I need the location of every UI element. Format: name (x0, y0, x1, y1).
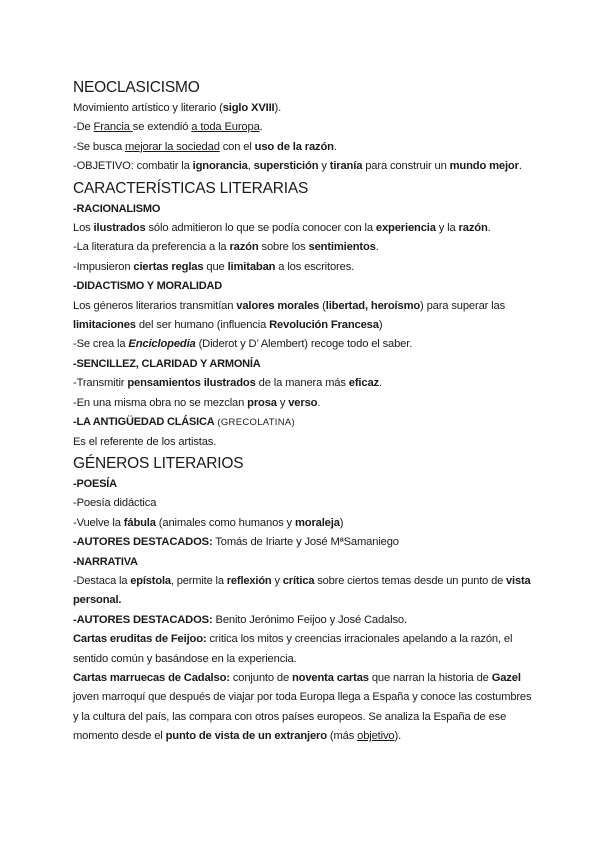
antiguedad-line-1: Es el referente de los artistas. (73, 435, 217, 448)
text: Los géneros literarios transmitían (73, 299, 237, 312)
heading-sencillez: -SENCILLEZ, CLARIDAD Y ARMONÍA (73, 357, 261, 370)
text: que narran la historia de (368, 671, 492, 684)
text: -De (73, 121, 94, 134)
text: critica los mitos y creencias irracionales apelando a la razón, el (206, 633, 513, 646)
neo-line-2 (73, 118, 543, 137)
heading-antiguedad (73, 413, 543, 432)
text: ) para superar las (420, 299, 506, 312)
heading-poesia: -POESÍA (73, 477, 117, 490)
text: y (276, 396, 289, 409)
text: . (518, 160, 522, 173)
underlined-text: objetivo (357, 730, 395, 743)
text: , (247, 160, 254, 173)
underlined-text: a toda Europa (191, 121, 260, 134)
bold-text: ciertas reglas (133, 260, 204, 273)
heading-narrativa: -NARRATIVA (73, 555, 138, 568)
narrativa-line-3 (73, 611, 543, 630)
text: y (318, 160, 330, 173)
cadalso-line-3: y la cultura del país, las compara con otros países europeos. Se analiza la España de ese (73, 710, 507, 723)
bold-text: razón (458, 222, 488, 235)
bold-text: razón (229, 241, 259, 254)
bold-text: limitaban (227, 260, 276, 273)
bold-text: crítica (282, 574, 315, 587)
text: y (271, 574, 283, 587)
didactismo-line-1 (73, 297, 543, 316)
narrativa-line-2: personal. (73, 594, 122, 607)
text: conjunto de (229, 671, 292, 684)
sencillez-line-1 (73, 374, 543, 393)
narrativa-line-1 (73, 572, 538, 591)
bold-text: epístola (130, 574, 171, 587)
text: -Destaca la (73, 574, 131, 587)
didactismo-line-2 (73, 316, 543, 335)
bold-text: noventa cartas (291, 671, 369, 684)
poesia-line-3 (73, 533, 543, 552)
bold-text: reflexión (226, 574, 272, 587)
bold-text: Cartas eruditas de Feijoo: (73, 633, 207, 646)
text: -Vuelve la (73, 516, 124, 529)
text: -Impusieron (73, 260, 134, 273)
heading-didactismo: -DIDACTISMO Y MORALIDAD (73, 280, 222, 293)
text: -La literatura da preferencia a la (73, 241, 230, 254)
text: sólo admitieron lo que se podía conocer con la (145, 222, 376, 235)
bold-text: vista (506, 574, 531, 587)
bold-text: Cartas marruecas de Cadalso: (73, 671, 230, 684)
bold-text: moraleja (294, 516, 340, 529)
text: ). (394, 730, 402, 743)
bold-text: Revolución Francesa (269, 319, 379, 332)
text: para construir un (362, 160, 450, 173)
text: se extendió (132, 121, 192, 134)
text: (más (326, 730, 358, 743)
bold-italic-text: Enciclopedia (128, 338, 196, 351)
text: Benito Jerónimo Feijoo y José Cadalso. (212, 613, 407, 626)
bold-text: ilustrados (93, 222, 146, 235)
bold-text: mundo mejor (449, 160, 519, 173)
text: -Transmitir (73, 377, 128, 390)
document-page (73, 76, 543, 747)
text: . (333, 140, 337, 153)
racionalismo-line-2 (73, 238, 543, 257)
text: , permite la (170, 574, 227, 587)
text: momento desde el (73, 730, 166, 743)
text: -En una misma obra no se mezclan (73, 396, 248, 409)
bold-text: experiencia (375, 222, 436, 235)
underlined-text: Francia (93, 121, 133, 134)
text: -Se crea la (73, 338, 129, 351)
neo-line-3 (73, 138, 543, 157)
text: con el (219, 140, 255, 153)
text: a los escritores. (275, 260, 355, 273)
heading-racionalismo: -RACIONALISMO (73, 202, 161, 215)
cadalso-line-4 (73, 727, 543, 746)
bold-text: uso de la razón (254, 140, 334, 153)
poesia-line-1: -Poesía didáctica (73, 497, 157, 510)
bold-text: punto de vista de un extranjero (165, 730, 327, 743)
bold-text: limitaciones (73, 319, 136, 332)
text: (Diderot y D’ Alembert) recoge todo el saber. (195, 338, 413, 351)
neo-line-4 (73, 157, 543, 176)
title-generos: GÉNEROS LITERARIOS (73, 454, 244, 472)
poesia-line-2 (73, 514, 543, 533)
bold-text: -AUTORES DESTACADOS: (73, 536, 213, 549)
bold-text: valores morales (236, 299, 320, 312)
title-neoclasicismo: NEOCLASICISMO (73, 79, 200, 96)
text: y la (435, 222, 459, 235)
sencillez-line-2 (73, 394, 543, 413)
text: ( (319, 299, 326, 312)
text: . (317, 396, 321, 409)
text: ) (339, 516, 344, 529)
bold-text: pensamientos ilustrados (127, 377, 256, 390)
text: de la manera más (255, 377, 349, 390)
bold-text: ignorancia (192, 160, 248, 173)
neo-line-1 (73, 99, 543, 118)
cadalso-line-1 (73, 669, 543, 688)
text: Los (73, 222, 94, 235)
text: (animales como humanos y (155, 516, 295, 529)
text: que (203, 260, 228, 273)
bold-text: siglo XVIII (222, 102, 275, 114)
text: . (378, 377, 382, 390)
bold-text: libertad, heroísmo (325, 299, 421, 312)
bold-text: verso (288, 396, 318, 409)
text: Tomás de Iriarte y José MªSamaniego (212, 536, 399, 549)
racionalismo-line-1 (73, 219, 543, 238)
text: ). (274, 102, 282, 114)
bold-text: Gazel (491, 671, 521, 684)
text: ) (378, 319, 383, 332)
bold-text: tiranía (329, 160, 363, 173)
feijoo-line-2: sentido común y basándose en la experiencia. (73, 652, 297, 665)
bold-text: -LA ANTIGÜEDAD CLÁSICA (73, 416, 215, 429)
text: . (259, 121, 263, 134)
bold-text: fábula (123, 516, 156, 529)
bold-text: prosa (247, 396, 277, 409)
text: sobre los (258, 241, 309, 254)
racionalismo-line-3 (73, 258, 543, 277)
text: . (375, 241, 379, 254)
text: sobre ciertos temas desde un punto de (314, 574, 507, 587)
text: combatir la (133, 160, 193, 173)
text: (GRECOLATINA) (214, 417, 296, 429)
didactismo-line-3 (73, 335, 543, 354)
text: del ser humano (influencia (135, 319, 270, 332)
underlined-text: mejorar la sociedad (124, 140, 220, 153)
bold-text: sentimientos (308, 241, 376, 254)
feijoo-line-1 (73, 630, 543, 649)
bold-text: -AUTORES DESTACADOS: (73, 613, 213, 626)
title-caracteristicas: CARACTERÍSTICAS LITERARIAS (73, 179, 309, 197)
text: -Se busca (73, 140, 125, 153)
text: Movimiento artístico y literario ( (73, 102, 223, 114)
cadalso-line-2: joven marroquí que después de viajar por toda Europa llega a España y conoce las costumbres (73, 691, 532, 704)
bold-text: superstición (253, 160, 319, 173)
text: . (487, 222, 491, 235)
text: -OBJETIVO: (73, 160, 134, 173)
bold-text: eficaz (348, 377, 379, 390)
